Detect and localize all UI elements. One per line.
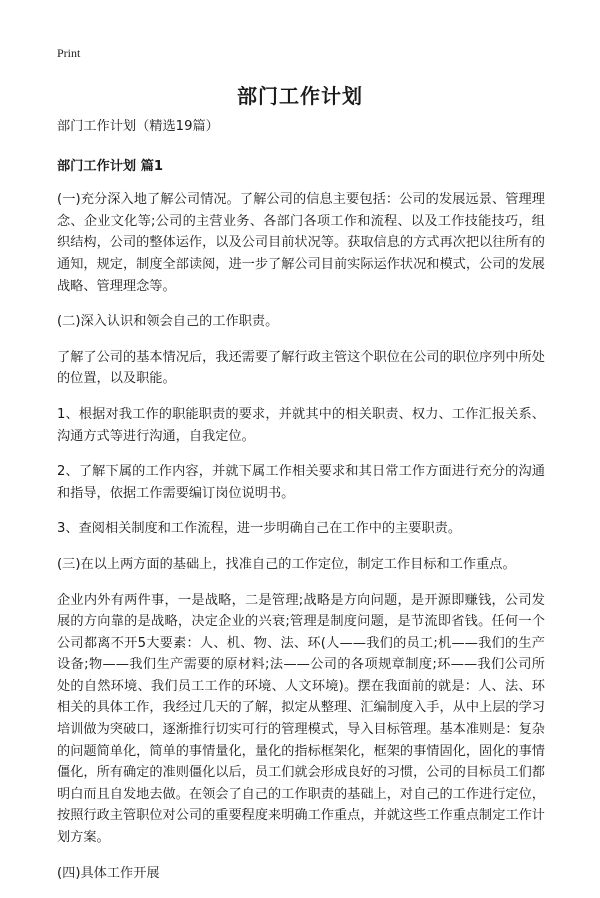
paragraph-9: (四)具体工作开展 [57,865,160,881]
paragraph-3: 了解了公司的基本情况后，我还需要了解行政主管这个职位在公司的职位序列中所处的位置，以及职能。 [57,349,545,387]
document-title: 部门工作计划 [237,84,363,108]
paragraph-2: (二)深入认识和领会自己的工作职责。 [57,314,279,330]
paragraph-1: (一)充分深入地了解公司情况。了解公司的信息主要包括：公司的发展远景、管理理念、企业文化等;公司的主营业务、各部门各项工作和流程、以及工作技能技巧，组织结构，公司的整体运作，以及公司目前状况等。获取信息的方式再次把以往所有的通知，规定，制度全部读阅，进一步了解公司目前实际运作状况和模式，公司的发展战略、管理理念等。 [57,192,545,294]
paragraph-7: (三)在以上两方面的基础上，找准自己的工作定位，制定工作目标和工作重点。 [57,556,516,572]
paragraph-6: 3、查阅相关制度和工作流程，进一步明确自己在工作中的主要职责。 [57,521,462,537]
print-label: Print [57,46,81,60]
section-heading: 部门工作计划 篇1 [57,158,164,174]
document-subtitle: 部门工作计划（精选19篇） [57,119,219,134]
paragraph-5: 2、了解下属的工作内容，并就下属工作相关要求和其日常工作方面进行充分的沟通和指导，依据工作需要编订岗位说明书。 [57,464,545,501]
document-body [57,116,545,898]
paragraph-8: 企业内外有两件事，一是战略，二是管理;战略是方向问题，是开源即赚钱，公司发展的方向靠的是战略，决定企业的兴衰;管理是制度问题，是节流即省钱。任何一个公司都离不开5大要素：人、机、物、法、环(人——我们的员工;机——我们的生产设备;物——我们生产需要的原材料;法——公司的各项规章制度;环——我们公司所处的自然环境、我们员工工作的环境、人文环境)。摆在我面前的就是：人、法、环相关的具体工作，我经过几天的了解，拟定从整理、汇编制度入手，从中上层的学习培训做为突破口，逐渐推行切实可行的管理模式，导入目标管理。基本准则是：复杂的问题简单化，简单的事情量化，量化的指标框架化，框架的事情固化，固化的事情僵化，所有确定的准则僵化以后，员工们就会形成良好的习惯，公司的目标员工们都明白而且自发地去做。在领会了自己的工作职责的基础上，对自己的工作进行定位，按照行政主管职位对公司的重要程度来明确工作重点，并就这些工作重点制定工作计划方案。 [57,592,545,846]
paragraph-4: 1、根据对我工作的职能职责的要求，并就其中的相关职责、权力、工作汇报关系、沟通方式等进行沟通，自我定位。 [57,406,545,444]
